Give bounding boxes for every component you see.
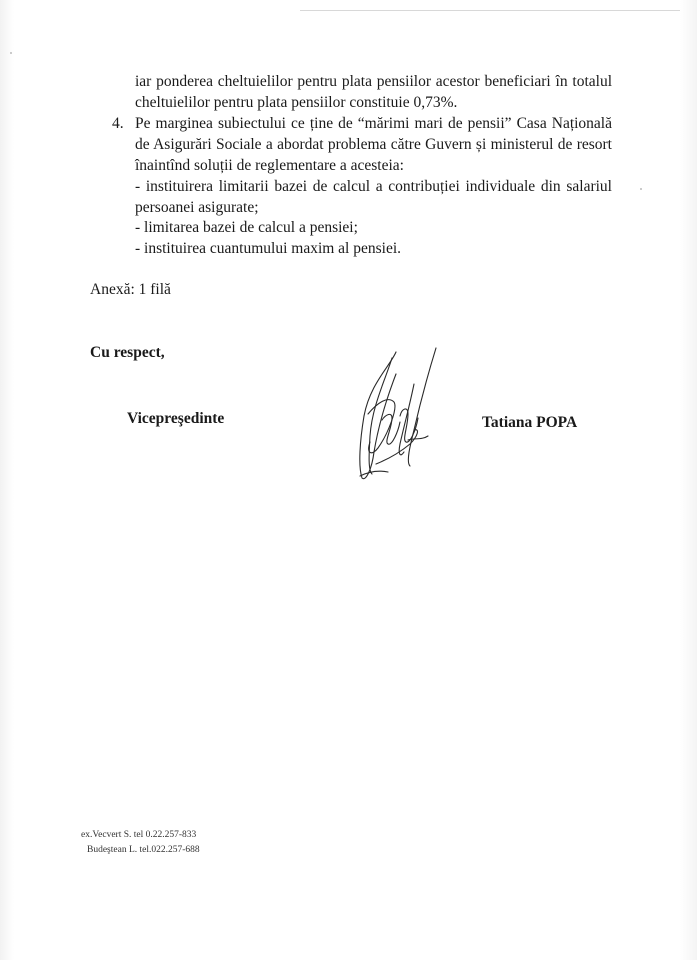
signatory-title: Vicepreşedinte bbox=[127, 410, 225, 427]
scan-top-line bbox=[300, 10, 680, 11]
annex-note: Anexă: 1 filă bbox=[90, 281, 171, 298]
closing-salutation: Cu respect, bbox=[90, 344, 165, 361]
continuation-line-1: iar ponderea cheltuielilor pentru plata pensiilor acestor beneficiari în totalul bbox=[135, 73, 612, 90]
footer-contact-2: Budeştean L. tel.022.257-688 bbox=[87, 845, 200, 855]
bullet-1-line-1: - instituirera limitarii bazei de calcul a contribuției individuale din salariul bbox=[135, 178, 612, 195]
bullet-1-line-2: persoanei asigurate; bbox=[135, 199, 259, 216]
bullet-2: - limitarea bazei de calcul a pensiei; bbox=[135, 219, 358, 236]
scan-dot bbox=[10, 52, 12, 54]
item-4-number: 4. bbox=[112, 115, 124, 132]
signature-icon bbox=[348, 344, 444, 484]
bullet-3: - instituirea cuantumului maxim al pensiei. bbox=[135, 240, 402, 257]
item-4-line-1: Pe marginea subiectului ce ține de “mărimi mari de pensii” Casa Națională bbox=[135, 115, 612, 132]
signatory-name: Tatiana POPA bbox=[482, 414, 578, 431]
footer-contact-1: ex.Vecvert S. tel 0.22.257-833 bbox=[81, 830, 197, 840]
item-4-line-2: de Asigurări Sociale a abordat problema către Guvern și ministerul de resort bbox=[135, 136, 612, 153]
continuation-line-2: cheltuielilor pentru plata pensiilor constituie 0,73%. bbox=[135, 94, 458, 111]
scan-dot bbox=[640, 188, 642, 190]
item-4-line-3: înaintînd soluții de reglementare a acesteia: bbox=[135, 157, 404, 174]
